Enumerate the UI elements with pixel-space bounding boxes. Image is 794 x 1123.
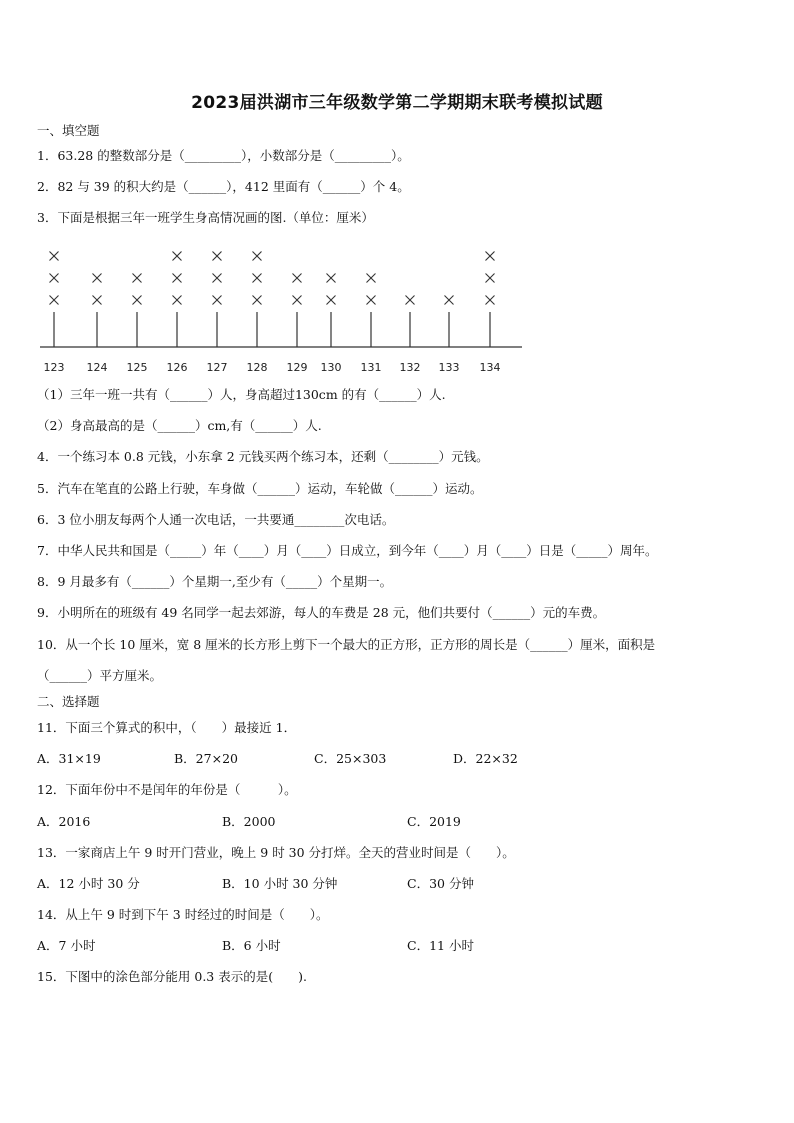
question-8: 8．9 月最多有（______）个星期一,至少有（_____）个星期一。 xyxy=(37,574,393,589)
height-chart xyxy=(0,236,560,381)
q13-option-b: B．10 小时 30 分钟 xyxy=(222,876,338,891)
q11-option-d: D．22×32 xyxy=(453,751,518,766)
x-mark xyxy=(213,252,222,261)
tick-label: 133 xyxy=(438,361,460,374)
tick-label: 123 xyxy=(43,361,65,374)
tick-label: 134 xyxy=(479,361,501,374)
question-9: 9．小明所在的班级有 49 名同学一起去郊游，每人的车费是 28 元，他们共要付（______）元的车费。 xyxy=(37,605,606,620)
question-14: 14．从上午 9 时到下午 3 时经过的时间是（ ）。 xyxy=(37,907,329,922)
x-mark xyxy=(367,296,376,305)
x-mark xyxy=(93,296,102,305)
x-mark xyxy=(406,296,415,305)
question-3-part-2: （2）身高最高的是（______）cm,有（______）人. xyxy=(37,418,322,433)
tick-label: 131 xyxy=(360,361,382,374)
x-mark xyxy=(173,252,182,261)
question-3-part-1: （1）三年一班一共有（______）人，身高超过130cm 的有（______）人. xyxy=(37,387,446,402)
q12-option-a: A．2016 xyxy=(37,814,91,829)
q12-option-b: B．2000 xyxy=(222,814,276,829)
tick-label: 129 xyxy=(286,361,308,374)
tick-label: 126 xyxy=(166,361,188,374)
question-6: 6．3 位小朋友每两个人通一次电话，一共要通________次电话。 xyxy=(37,512,395,527)
q14-option-c: C．11 小时 xyxy=(407,938,474,953)
page-title: 2023届洪湖市三年级数学第二学期期末联考模拟试题 xyxy=(191,93,603,113)
x-mark xyxy=(367,274,376,283)
x-mark xyxy=(173,296,182,305)
question-4: 4．一个练习本 0.8 元钱，小东拿 2 元钱买两个练习本，还剩（________）元钱。 xyxy=(37,449,489,464)
x-mark xyxy=(327,274,336,283)
question-10: 10．从一个长 10 厘米，宽 8 厘米的长方形上剪下一个最大的正方形，正方形的周长是（______）厘米，面积是 xyxy=(37,637,656,652)
question-5: 5．汽车在笔直的公路上行驶，车身做（______）运动，车轮做（______）运动。 xyxy=(37,481,483,496)
x-mark xyxy=(133,296,142,305)
question-12: 12．下面年份中不是闰年的年份是（ ）。 xyxy=(37,782,297,797)
question-1: 1．63.28 的整数部分是（_________），小数部分是（_________）。 xyxy=(37,148,410,163)
x-mark xyxy=(253,296,262,305)
question-2: 2．82 与 39 的积大约是（______），412 里面有（______）个 4。 xyxy=(37,179,410,194)
section-heading-choice: 二、选择题 xyxy=(37,694,100,709)
x-mark xyxy=(445,296,454,305)
tick-label: 132 xyxy=(399,361,421,374)
question-11: 11．下面三个算式的积中，（ ）最接近 1． xyxy=(37,720,297,735)
x-mark xyxy=(486,274,495,283)
tick-label: 128 xyxy=(246,361,268,374)
tick-label: 127 xyxy=(206,361,228,374)
x-mark xyxy=(253,274,262,283)
q12-option-c: C．2019 xyxy=(407,814,461,829)
x-mark xyxy=(213,296,222,305)
q13-option-c: C．30 分钟 xyxy=(407,876,474,891)
section-heading-fill-blank: 一、填空题 xyxy=(37,123,100,138)
question-10-continued: （______）平方厘米。 xyxy=(37,668,163,683)
x-mark xyxy=(293,296,302,305)
x-mark xyxy=(50,274,59,283)
x-mark xyxy=(293,274,302,283)
q11-option-b: B．27×20 xyxy=(174,751,238,766)
q11-option-c: C．25×303 xyxy=(314,751,387,766)
q14-option-b: B．6 小时 xyxy=(222,938,281,953)
q11-option-a: A．31×19 xyxy=(37,751,101,766)
question-15: 15．下图中的涂色部分能用 0.3 表示的是( ). xyxy=(37,969,307,984)
tick-label: 130 xyxy=(320,361,342,374)
x-mark xyxy=(50,296,59,305)
question-7: 7．中华人民共和国是（_____）年（____）月（____）日成立，到今年（____）月（____）日是（_____）周年。 xyxy=(37,543,658,558)
x-mark xyxy=(133,274,142,283)
x-mark xyxy=(486,296,495,305)
x-mark xyxy=(486,252,495,261)
question-3: 3．下面是根据三年一班学生身高情况画的图.（单位：厘米） xyxy=(37,210,374,225)
x-mark xyxy=(50,252,59,261)
question-13: 13．一家商店上午 9 时开门营业，晚上 9 时 30 分打烊。全天的营业时间是（ ）。 xyxy=(37,845,515,860)
tick-label: 125 xyxy=(126,361,148,374)
x-mark xyxy=(327,296,336,305)
tick-label: 124 xyxy=(86,361,108,374)
q13-option-a: A．12 小时 30 分 xyxy=(37,876,140,891)
x-mark xyxy=(173,274,182,283)
x-mark xyxy=(253,252,262,261)
x-mark xyxy=(93,274,102,283)
x-mark xyxy=(213,274,222,283)
q14-option-a: A．7 小时 xyxy=(37,938,96,953)
